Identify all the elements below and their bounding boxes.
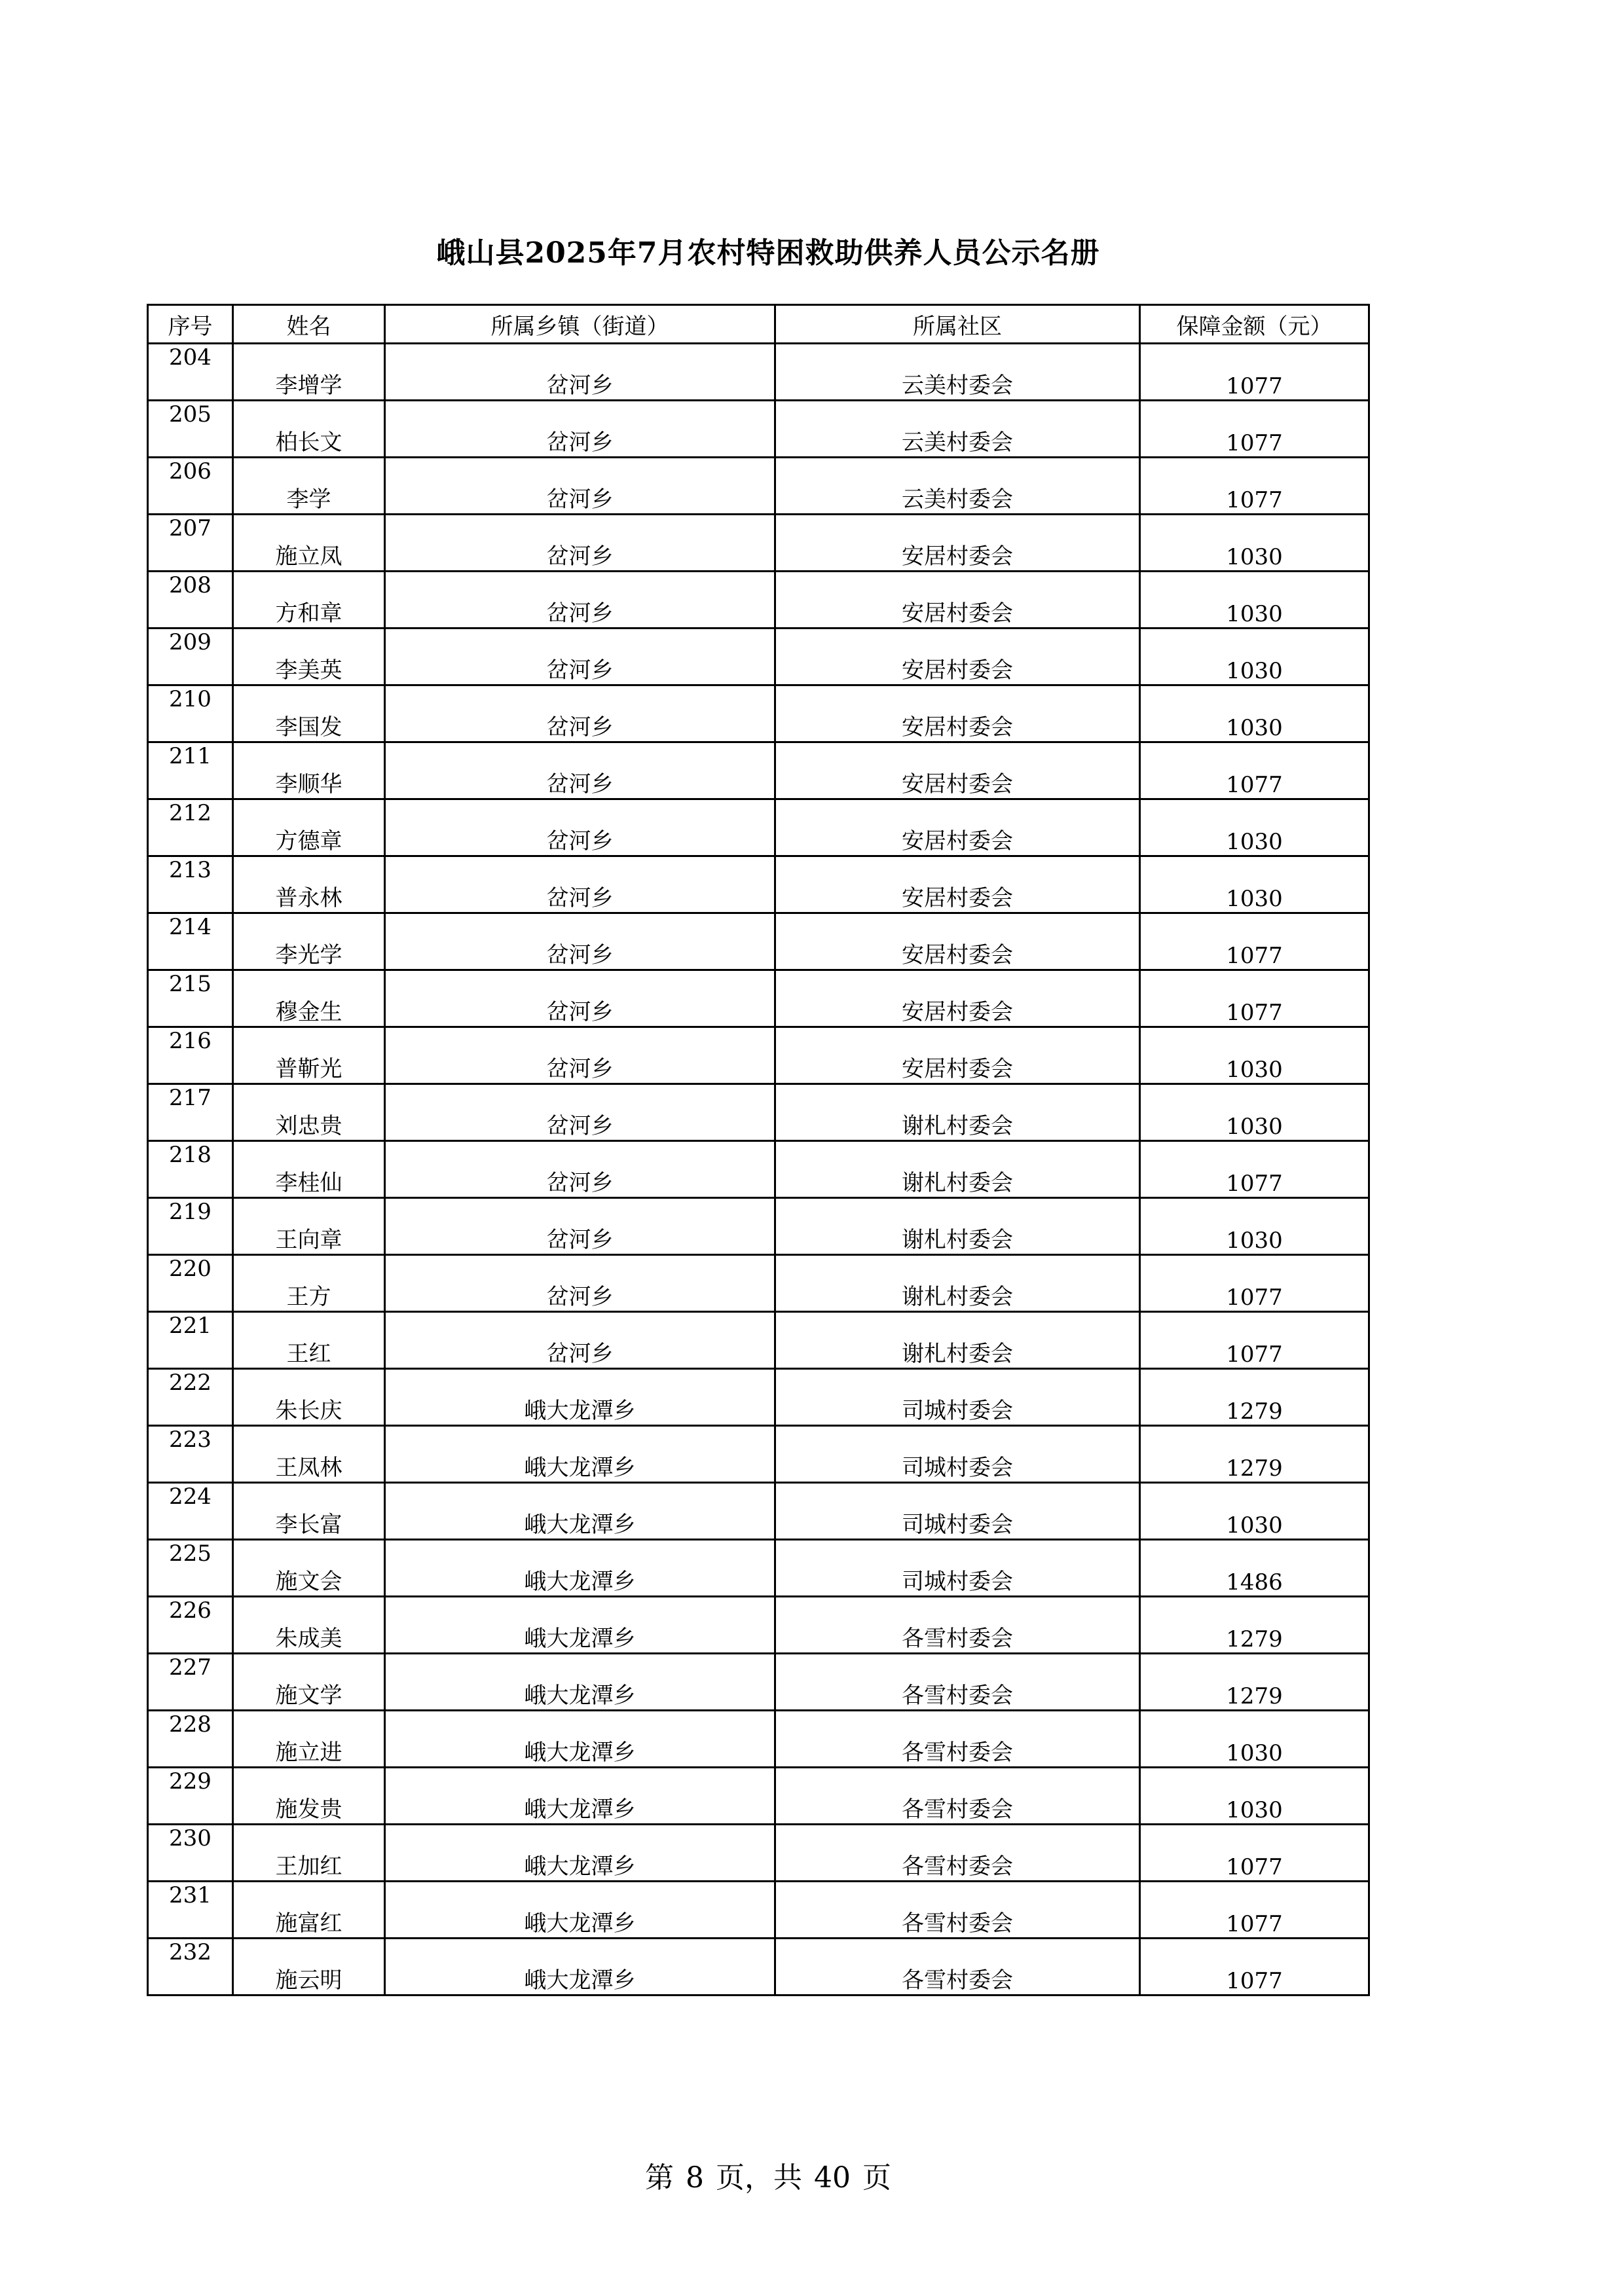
cell-seq: 226 [148, 1597, 233, 1654]
cell-town: 岔河乡 [385, 913, 775, 970]
cell-name: 王方 [233, 1255, 385, 1312]
table-row [148, 344, 1369, 401]
cell-community: 安居村委会 [775, 572, 1140, 629]
cell-town: 岔河乡 [385, 742, 775, 799]
cell-name: 李长富 [233, 1483, 385, 1540]
cell-amount: 1030 [1140, 799, 1369, 856]
header-town: 所属乡镇（街道） [385, 305, 775, 344]
cell-community: 安居村委会 [775, 799, 1140, 856]
cell-community: 谢札村委会 [775, 1312, 1140, 1369]
cell-seq: 206 [148, 458, 233, 515]
cell-community: 各雪村委会 [775, 1597, 1140, 1654]
table-row [148, 1711, 1369, 1768]
cell-seq: 208 [148, 572, 233, 629]
cell-seq: 215 [148, 970, 233, 1027]
table-row [148, 629, 1369, 685]
cell-seq: 207 [148, 515, 233, 572]
cell-name: 施文学 [233, 1654, 385, 1711]
cell-name: 李增学 [233, 344, 385, 401]
cell-town: 岔河乡 [385, 1084, 775, 1141]
cell-community: 安居村委会 [775, 515, 1140, 572]
cell-seq: 227 [148, 1654, 233, 1711]
cell-name: 王向章 [233, 1198, 385, 1255]
cell-community: 云美村委会 [775, 458, 1140, 515]
cell-community: 安居村委会 [775, 856, 1140, 913]
cell-amount: 1486 [1140, 1540, 1369, 1597]
cell-amount: 1030 [1140, 515, 1369, 572]
cell-name: 施发贵 [233, 1768, 385, 1825]
cell-seq: 205 [148, 401, 233, 458]
cell-seq: 216 [148, 1027, 233, 1084]
roster-table [147, 304, 1370, 1996]
cell-town: 峨大龙潭乡 [385, 1768, 775, 1825]
cell-name: 普靳光 [233, 1027, 385, 1084]
table-row [148, 458, 1369, 515]
table-row [148, 1426, 1369, 1483]
cell-name: 施云明 [233, 1939, 385, 1995]
cell-community: 安居村委会 [775, 970, 1140, 1027]
cell-town: 岔河乡 [385, 1027, 775, 1084]
cell-seq: 212 [148, 799, 233, 856]
cell-seq: 228 [148, 1711, 233, 1768]
cell-community: 谢札村委会 [775, 1084, 1140, 1141]
cell-name: 王凤林 [233, 1426, 385, 1483]
cell-name: 刘忠贵 [233, 1084, 385, 1141]
cell-amount: 1279 [1140, 1597, 1369, 1654]
cell-name: 穆金生 [233, 970, 385, 1027]
cell-amount: 1077 [1140, 970, 1369, 1027]
cell-name: 李美英 [233, 629, 385, 685]
cell-seq: 204 [148, 344, 233, 401]
cell-seq: 213 [148, 856, 233, 913]
cell-amount: 1077 [1140, 913, 1369, 970]
cell-town: 岔河乡 [385, 1255, 775, 1312]
cell-community: 各雪村委会 [775, 1825, 1140, 1882]
header-community: 所属社区 [775, 305, 1140, 344]
table-row [148, 742, 1369, 799]
table-row [148, 1255, 1369, 1312]
cell-name: 李桂仙 [233, 1141, 385, 1198]
cell-name: 施文会 [233, 1540, 385, 1597]
cell-amount: 1077 [1140, 1825, 1369, 1882]
cell-town: 岔河乡 [385, 629, 775, 685]
cell-community: 司城村委会 [775, 1483, 1140, 1540]
cell-town: 岔河乡 [385, 1312, 775, 1369]
cell-town: 岔河乡 [385, 458, 775, 515]
cell-amount: 1077 [1140, 1312, 1369, 1369]
table-row [148, 1768, 1369, 1825]
cell-amount: 1030 [1140, 572, 1369, 629]
cell-seq: 225 [148, 1540, 233, 1597]
cell-town: 岔河乡 [385, 970, 775, 1027]
cell-town: 岔河乡 [385, 799, 775, 856]
cell-seq: 231 [148, 1882, 233, 1939]
cell-name: 施富红 [233, 1882, 385, 1939]
table-row [148, 1369, 1369, 1426]
cell-seq: 217 [148, 1084, 233, 1141]
table-row [148, 1597, 1369, 1654]
cell-community: 谢札村委会 [775, 1198, 1140, 1255]
cell-name: 朱成美 [233, 1597, 385, 1654]
table-row [148, 1312, 1369, 1369]
cell-seq: 218 [148, 1141, 233, 1198]
table-row [148, 1882, 1369, 1939]
cell-amount: 1077 [1140, 1939, 1369, 1995]
cell-seq: 214 [148, 913, 233, 970]
cell-name: 李顺华 [233, 742, 385, 799]
table-header-row [148, 305, 1369, 344]
cell-community: 安居村委会 [775, 685, 1140, 742]
cell-community: 司城村委会 [775, 1369, 1140, 1426]
cell-amount: 1030 [1140, 1198, 1369, 1255]
cell-amount: 1279 [1140, 1369, 1369, 1426]
header-seq: 序号 [148, 305, 233, 344]
cell-town: 峨大龙潭乡 [385, 1654, 775, 1711]
cell-community: 云美村委会 [775, 344, 1140, 401]
table-row [148, 799, 1369, 856]
cell-community: 安居村委会 [775, 1027, 1140, 1084]
cell-seq: 230 [148, 1825, 233, 1882]
cell-seq: 220 [148, 1255, 233, 1312]
cell-town: 峨大龙潭乡 [385, 1711, 775, 1768]
cell-name: 普永林 [233, 856, 385, 913]
cell-amount: 1030 [1140, 1768, 1369, 1825]
cell-town: 峨大龙潭乡 [385, 1540, 775, 1597]
cell-town: 峨大龙潭乡 [385, 1882, 775, 1939]
cell-town: 岔河乡 [385, 856, 775, 913]
table-body [148, 344, 1369, 1995]
cell-seq: 221 [148, 1312, 233, 1369]
table-row [148, 1483, 1369, 1540]
cell-community: 谢札村委会 [775, 1141, 1140, 1198]
cell-community: 谢札村委会 [775, 1255, 1140, 1312]
cell-town: 岔河乡 [385, 515, 775, 572]
cell-amount: 1030 [1140, 629, 1369, 685]
cell-town: 峨大龙潭乡 [385, 1426, 775, 1483]
cell-seq: 222 [148, 1369, 233, 1426]
table-row [148, 572, 1369, 629]
cell-name: 施立进 [233, 1711, 385, 1768]
cell-community: 司城村委会 [775, 1426, 1140, 1483]
cell-amount: 1030 [1140, 1711, 1369, 1768]
table-row [148, 515, 1369, 572]
cell-town: 峨大龙潭乡 [385, 1369, 775, 1426]
cell-community: 各雪村委会 [775, 1711, 1140, 1768]
cell-community: 各雪村委会 [775, 1939, 1140, 1995]
cell-community: 各雪村委会 [775, 1882, 1140, 1939]
cell-seq: 211 [148, 742, 233, 799]
table-row [148, 1654, 1369, 1711]
header-name: 姓名 [233, 305, 385, 344]
page-footer: 第 8 页，共 40 页 [645, 2161, 891, 2195]
cell-amount: 1077 [1140, 742, 1369, 799]
cell-amount: 1030 [1140, 685, 1369, 742]
table-row [148, 1825, 1369, 1882]
cell-amount: 1279 [1140, 1654, 1369, 1711]
cell-amount: 1077 [1140, 458, 1369, 515]
cell-amount: 1279 [1140, 1426, 1369, 1483]
page-title: 峨山县2025年7月农村特困救助供养人员公示名册 [436, 236, 1100, 270]
cell-community: 各雪村委会 [775, 1768, 1140, 1825]
cell-amount: 1077 [1140, 1141, 1369, 1198]
cell-name: 方和章 [233, 572, 385, 629]
cell-town: 岔河乡 [385, 344, 775, 401]
cell-seq: 229 [148, 1768, 233, 1825]
cell-amount: 1077 [1140, 1255, 1369, 1312]
cell-town: 岔河乡 [385, 401, 775, 458]
cell-community: 安居村委会 [775, 629, 1140, 685]
table-row [148, 856, 1369, 913]
cell-name: 王加红 [233, 1825, 385, 1882]
cell-town: 峨大龙潭乡 [385, 1939, 775, 1995]
cell-name: 李国发 [233, 685, 385, 742]
cell-town: 峨大龙潭乡 [385, 1597, 775, 1654]
table-row [148, 1027, 1369, 1084]
cell-name: 朱长庆 [233, 1369, 385, 1426]
cell-seq: 219 [148, 1198, 233, 1255]
cell-amount: 1077 [1140, 1882, 1369, 1939]
cell-amount: 1077 [1140, 401, 1369, 458]
table-row [148, 1540, 1369, 1597]
table-row [148, 685, 1369, 742]
cell-town: 峨大龙潭乡 [385, 1825, 775, 1882]
table-row [148, 970, 1369, 1027]
table-row [148, 1084, 1369, 1141]
cell-seq: 210 [148, 685, 233, 742]
cell-community: 各雪村委会 [775, 1654, 1140, 1711]
cell-community: 云美村委会 [775, 401, 1140, 458]
table-row [148, 1939, 1369, 1995]
cell-amount: 1077 [1140, 344, 1369, 401]
cell-seq: 224 [148, 1483, 233, 1540]
cell-amount: 1030 [1140, 856, 1369, 913]
cell-community: 安居村委会 [775, 742, 1140, 799]
cell-seq: 209 [148, 629, 233, 685]
table-row [148, 401, 1369, 458]
table-row [148, 913, 1369, 970]
cell-town: 峨大龙潭乡 [385, 1483, 775, 1540]
cell-amount: 1030 [1140, 1027, 1369, 1084]
cell-seq: 223 [148, 1426, 233, 1483]
cell-town: 岔河乡 [385, 685, 775, 742]
cell-community: 安居村委会 [775, 913, 1140, 970]
cell-town: 岔河乡 [385, 1198, 775, 1255]
cell-name: 王红 [233, 1312, 385, 1369]
cell-amount: 1030 [1140, 1084, 1369, 1141]
cell-name: 李学 [233, 458, 385, 515]
table-row [148, 1198, 1369, 1255]
cell-town: 岔河乡 [385, 1141, 775, 1198]
cell-name: 方德章 [233, 799, 385, 856]
header-amount: 保障金额（元） [1140, 305, 1369, 344]
cell-seq: 232 [148, 1939, 233, 1995]
cell-name: 施立凤 [233, 515, 385, 572]
cell-community: 司城村委会 [775, 1540, 1140, 1597]
table-row [148, 1141, 1369, 1198]
cell-amount: 1030 [1140, 1483, 1369, 1540]
cell-town: 岔河乡 [385, 572, 775, 629]
cell-name: 柏长文 [233, 401, 385, 458]
cell-name: 李光学 [233, 913, 385, 970]
